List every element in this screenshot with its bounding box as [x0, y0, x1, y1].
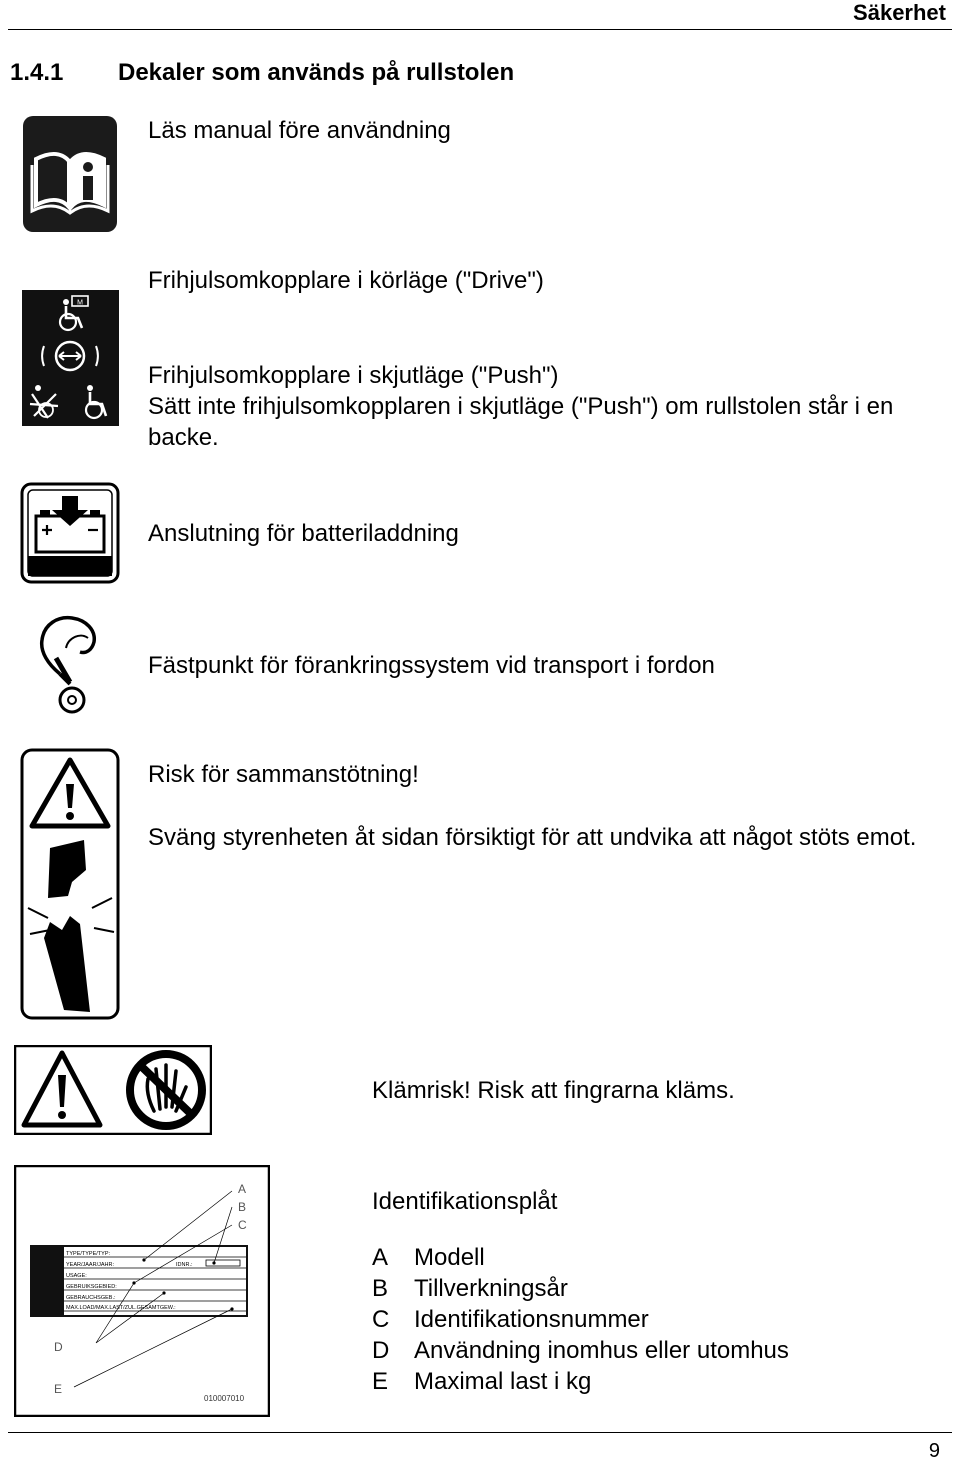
legend-list — [372, 1242, 789, 1397]
anchor-label: Fästpunkt för förankringssystem vid transport i fordon — [148, 652, 715, 679]
footer-rule — [8, 1432, 952, 1433]
legend-item — [372, 1304, 789, 1335]
battery-charging-icon — [20, 482, 120, 584]
freewheel-switch-icon — [22, 290, 119, 426]
legend-letter: B — [372, 1275, 389, 1302]
svg-text:M: M — [77, 299, 83, 307]
plate-letter-c: C — [238, 1218, 247, 1232]
push-label: Frihjulsomkopplare i skjutläge ("Push") — [148, 362, 559, 389]
legend-letter: A — [372, 1244, 389, 1271]
legend-item — [372, 1335, 789, 1366]
legend-text: Tillverkningsår — [414, 1275, 568, 1302]
plate-field-maxload: MAX.LOAD/MAX.LAST/ZUL.GESAMTGEW.: — [66, 1305, 176, 1311]
page-number: 9 — [928, 1440, 940, 1462]
battery-label: Anslutning för batteriladdning — [148, 520, 459, 547]
plate-code: 010007010 — [204, 1394, 245, 1403]
identification-plate-figure — [14, 1165, 270, 1417]
legend-text: Identifikationsnummer — [414, 1306, 649, 1333]
collision-warning-icon — [20, 748, 120, 1020]
pinch-label: Klämrisk! Risk att fingrarna kläms. — [372, 1077, 735, 1104]
tie-down-hook-icon — [30, 612, 106, 718]
legend-item — [372, 1242, 789, 1273]
pinch-hazard-icon — [14, 1045, 212, 1135]
legend-letter: D — [372, 1337, 390, 1364]
push-warning-text: Sätt inte frihjulsomkopplaren i skjutläge ("Push") om rullstolen står i en backe. — [148, 393, 894, 451]
legend-item — [372, 1366, 789, 1397]
header-rule — [8, 29, 952, 30]
legend-letter: E — [372, 1368, 389, 1395]
plate-letter-a: A — [238, 1182, 247, 1196]
plate-field-gebrauch: GEBRAUCHSGEB.: — [66, 1295, 116, 1301]
section-title: Dekaler som används på rullstolen — [118, 59, 515, 86]
legend-item — [372, 1273, 789, 1304]
plate-field-idnr: IDNR.: — [176, 1262, 193, 1268]
plate-field-gebied: GEBRUIKSGEBIED: — [66, 1284, 117, 1290]
plate-field-year: YEAR/JAAR/JAHR: — [66, 1262, 114, 1268]
collision-text: Sväng styrenheten åt sidan försiktigt för att undvika att något stöts emot. — [148, 824, 917, 851]
read-manual-icon — [22, 115, 118, 233]
legend-text: Användning inomhus eller utomhus — [414, 1337, 789, 1364]
header-section-title: Säkerhet — [853, 0, 946, 25]
plate-field-type: TYPE/TYPE/TYP: — [66, 1251, 111, 1257]
collision-title: Risk för sammanstötning! — [148, 761, 419, 788]
idplate-label: Identifikationsplåt — [372, 1188, 558, 1215]
plate-letter-d: D — [54, 1340, 63, 1354]
legend-letter: C — [372, 1306, 390, 1333]
plate-letter-e: E — [54, 1382, 63, 1396]
section-number: 1.4.1 — [10, 59, 64, 86]
drive-label: Frihjulsomkopplare i körläge ("Drive") — [148, 267, 544, 294]
manual-label: Läs manual före användning — [148, 117, 451, 144]
legend-text: Modell — [414, 1244, 485, 1271]
plate-letter-b: B — [238, 1200, 247, 1214]
plate-field-usage: USAGE: — [66, 1273, 87, 1279]
legend-text: Maximal last i kg — [414, 1368, 592, 1395]
